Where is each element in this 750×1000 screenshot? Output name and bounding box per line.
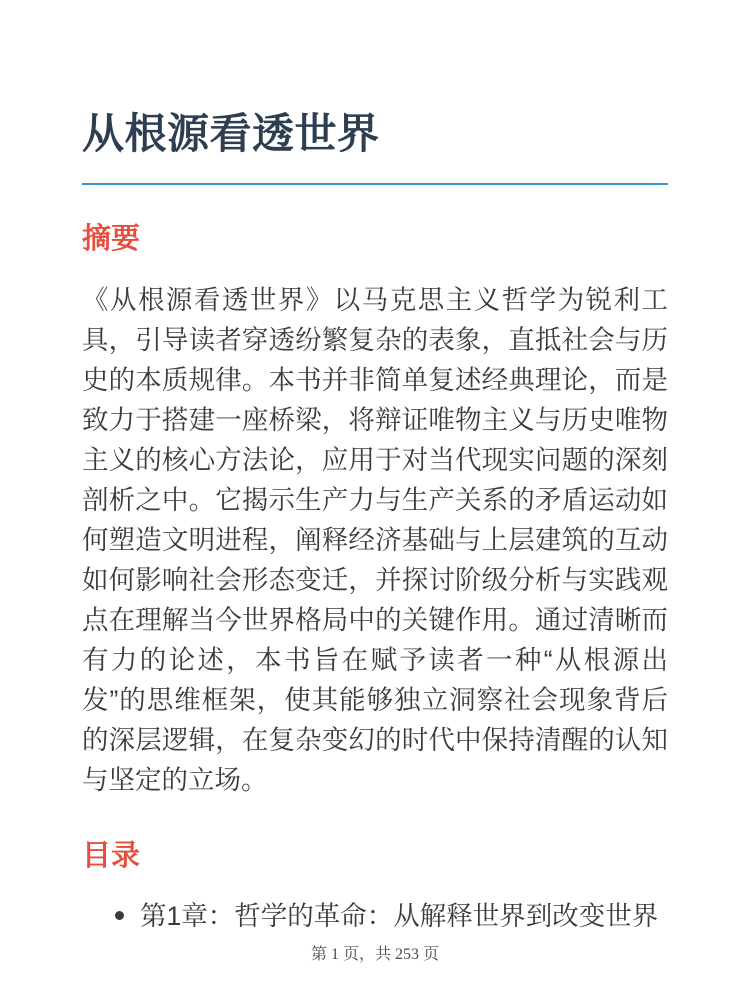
title-divider bbox=[82, 183, 668, 185]
page-title: 从根源看透世界 bbox=[82, 110, 380, 157]
bullet-icon bbox=[115, 911, 124, 920]
toc-item-label: 第1章：哲学的革命：从解释世界到改变世界 bbox=[140, 900, 659, 931]
toc-item bbox=[82, 896, 668, 936]
page-indicator: 第 1 页，共 253 页 bbox=[310, 946, 439, 963]
abstract-paragraph: 《从根源看透世界》以马克思主义哲学为锐利工具，引导读者穿透纷繁复杂的表象，直抵社会与历史的本质规律。本书并非简单复述经典理论，而是致力于搭建一座桥梁，将辩证唯物主义与历史唯物主义的核心方法论，应用于对当代现实问题的深刻剖析之中。它揭示生产力与生产关系的矛盾运动如何塑造文明进程，阐释经济基础与上层建筑的互动如何影响社会形态变迁，并探讨阶级分析与实践观点在理解当今世界格局中的关键作用。通过清晰而有力的论述，本书旨在赋予读者一种“从根源出发”的思维框架，使其能够独立洞察社会现象背后的深层逻辑，在复杂变幻的时代中保持清醒的认知与坚定的立场。 bbox=[82, 284, 668, 795]
toc-list bbox=[82, 896, 668, 936]
page-footer bbox=[0, 941, 750, 964]
abstract-heading: 摘要 bbox=[82, 223, 141, 256]
toc-heading: 目录 bbox=[82, 839, 141, 872]
